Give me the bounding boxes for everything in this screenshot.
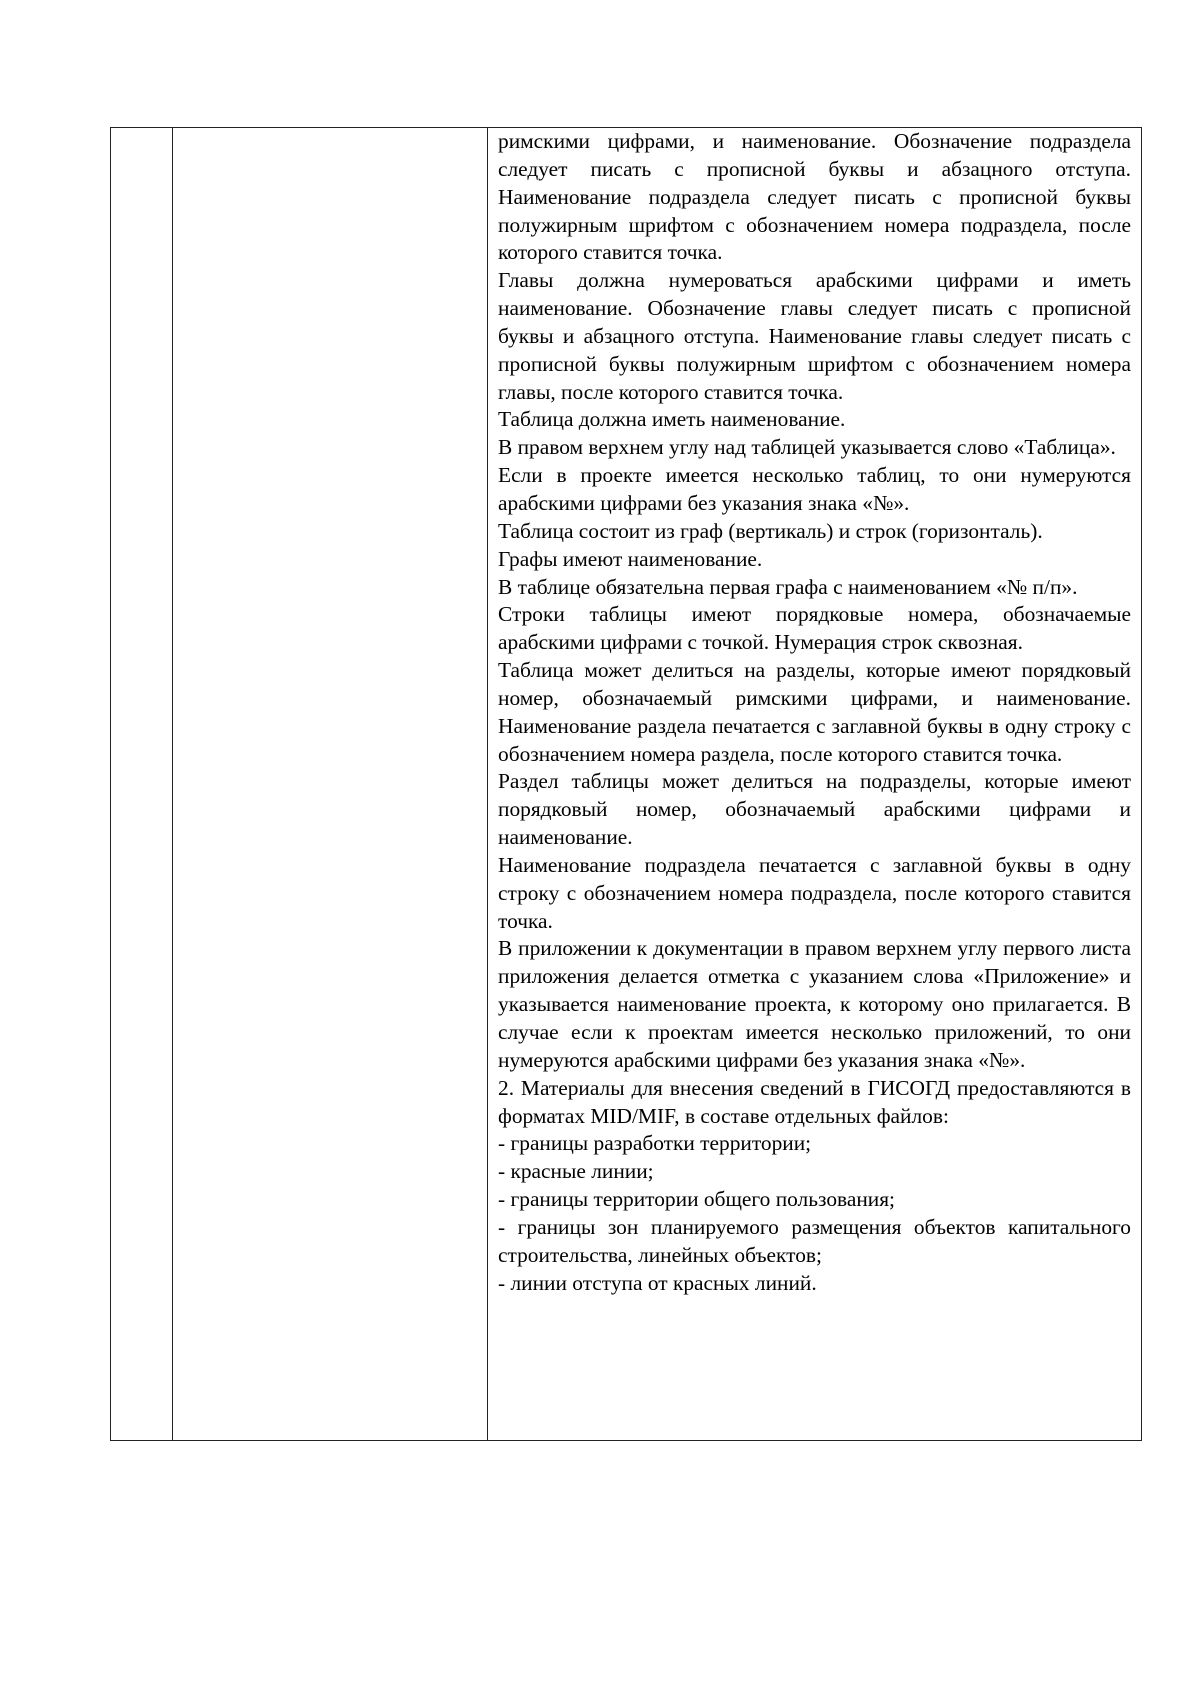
- table-row: [111, 128, 1142, 1441]
- paragraph-columns-names: Графы имеют наименование.: [498, 546, 763, 571]
- list-item: - границы разработки территории;: [498, 1131, 812, 1156]
- list-item: - красные линии;: [498, 1159, 654, 1184]
- paragraph-first-column: В таблице обязательна первая графа с наименованием «№ п/п».: [498, 574, 1078, 599]
- paragraph-table-structure: Таблица состоит из граф (вертикаль) и строк (горизонталь).: [498, 518, 1043, 543]
- paragraph-table-subsections: Раздел таблицы может делиться на подразделы, которые имеют порядковый номер, обозначаемый арабскими цифрами и наименование.: [498, 769, 1131, 850]
- paragraph-subsection-name: Наименование подраздела печатается с заглавной буквы в одну строку с обозначением номера подраздела, после которого ставится точка.: [498, 852, 1131, 933]
- paragraph-chapters: Главы должна нумероваться арабскими цифрами и иметь наименование. Обозначение главы следует писать с прописной буквы и абзацного отступа. Наименование главы следует писать с прописной буквы полужирным шрифтом с обозначением номера главы, после которого ставится точка.: [498, 268, 1131, 404]
- document-table: [110, 127, 1142, 1441]
- paragraph-table-numbering: Если в проекте имеется несколько таблиц, то они нумеруются арабскими цифрами без указания знака «№».: [498, 463, 1131, 515]
- list-item: - границы территории общего пользования;: [498, 1187, 896, 1212]
- paragraph-appendix: В приложении к документации в правом верхнем углу первого листа приложения делается отметка с указанием слова «Приложение» и указывается наименование проекта, к которому оно прилагается. В случае если к проектам имеется несколько приложений, то они нумеруются арабскими цифрами без указания знака «№».: [498, 936, 1131, 1072]
- paragraph-table-sections: Таблица может делиться на разделы, которые имеют порядковый номер, обозначаемый римскими цифрами, и наименование. Наименование раздела печатается с заглавной буквы в одну строку с обозначением номера раздела, после которого ставится точка.: [498, 658, 1131, 766]
- number-cell: [111, 128, 173, 1441]
- content-cell: [488, 128, 1142, 1441]
- paragraph-table-name: Таблица должна иметь наименование.: [498, 407, 846, 432]
- paragraph-subsection-continued: римскими цифрами, и наименование. Обозначение подраздела следует писать с прописной буквы и абзацного отступа. Наименование подраздела следует писать с прописной буквы полужирным шрифтом с обозначением номера подраздела, после которого ставится точка.: [498, 129, 1131, 265]
- list-item: - линии отступа от красных линий.: [498, 1270, 817, 1295]
- paragraph-gisogd-materials: 2. Материалы для внесения сведений в ГИСОГД предоставляются в форматах MID/MIF, в составе отдельных файлов:: [498, 1075, 1131, 1128]
- paragraph-row-numbers: Строки таблицы имеют порядковые номера, обозначаемые арабскими цифрами с точкой. Нумерация строк сквозная.: [498, 602, 1131, 655]
- name-cell: [173, 128, 488, 1441]
- paragraph-table-word: В правом верхнем углу над таблицей указывается слово «Таблица».: [498, 435, 1116, 460]
- list-item: - границы зон планируемого размещения объектов капитального строительства, линейных объектов;: [498, 1214, 1131, 1267]
